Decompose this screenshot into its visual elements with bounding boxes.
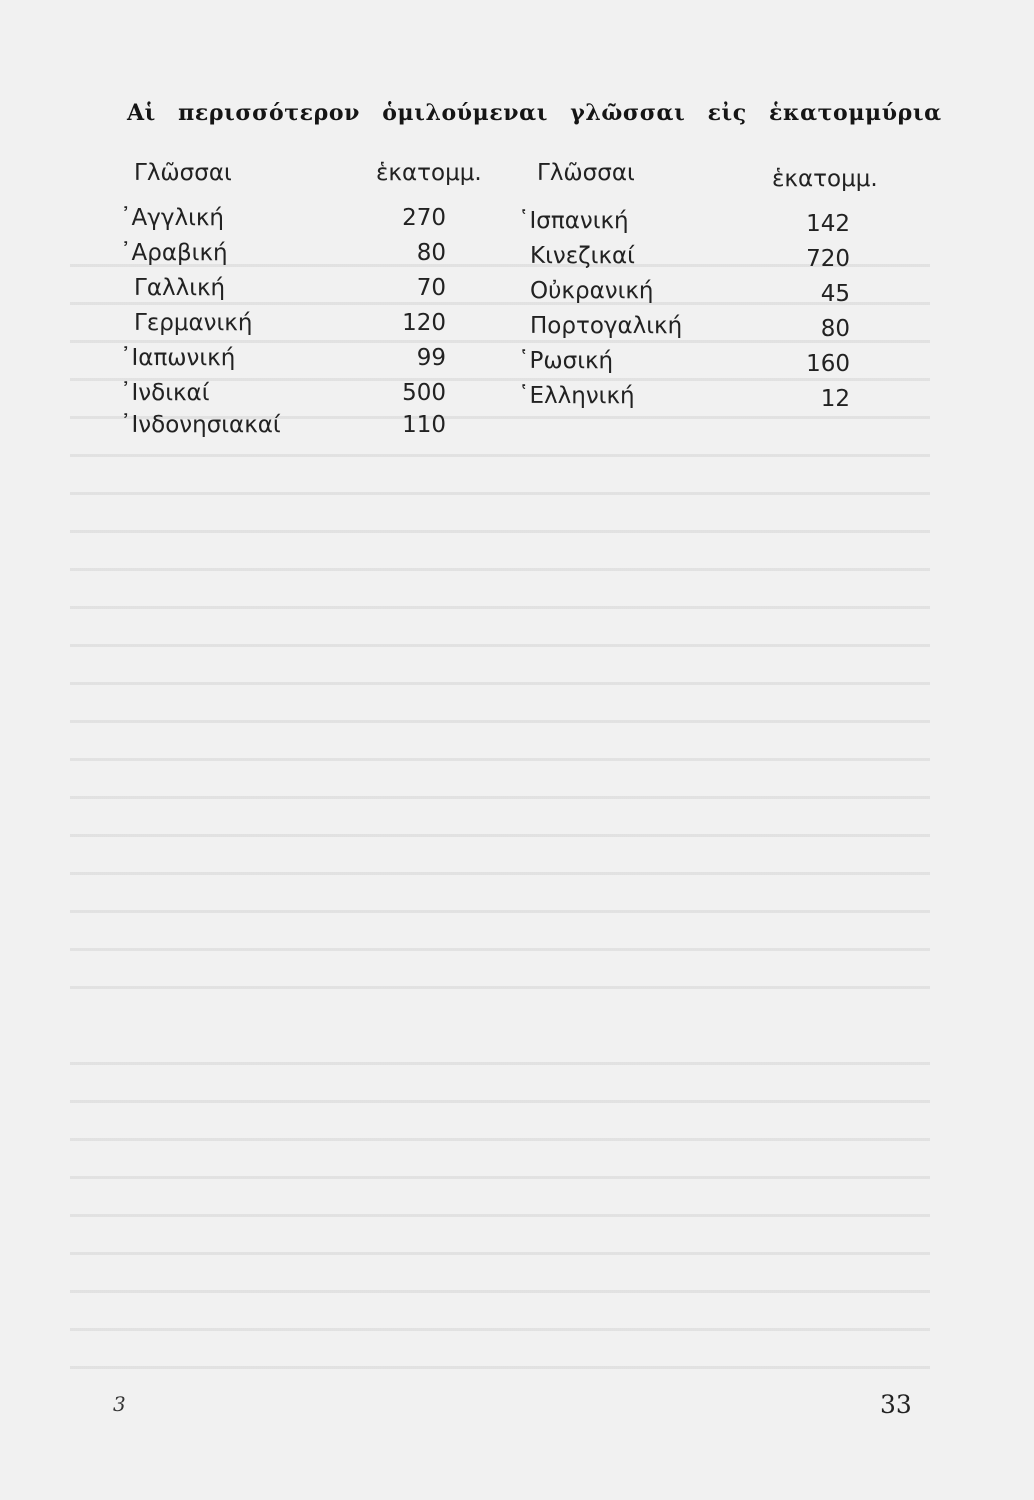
- left-row-4-language: Γερμανική: [134, 310, 253, 336]
- right-row-5-millions: 160: [806, 351, 850, 377]
- right-row-4-language: Πορτογαλική: [530, 313, 683, 339]
- left-row-1-millions: 270: [402, 205, 446, 231]
- left-row-6-language: ᾿Ινδικαί: [120, 380, 210, 406]
- header-language-right: Γλῶσσαι: [537, 160, 635, 186]
- header-millions-right: ἑκατομμ.: [772, 166, 878, 192]
- right-row-1-language: ῾Ισπανική: [518, 208, 629, 234]
- signature-mark: 3: [113, 1392, 126, 1416]
- left-row-7-millions: 110: [402, 412, 446, 438]
- left-row-5-millions: 99: [416, 345, 446, 371]
- left-row-3-millions: 70: [416, 275, 446, 301]
- right-row-3-millions: 45: [820, 281, 850, 307]
- right-row-2-millions: 720: [806, 246, 850, 272]
- left-row-3-language: Γαλλική: [134, 275, 226, 301]
- left-row-5-language: ᾿Ιαπωνική: [120, 345, 236, 371]
- left-row-2-millions: 80: [416, 240, 446, 266]
- right-row-6-language: ῾Ελληνική: [518, 383, 635, 409]
- right-row-1-millions: 142: [806, 211, 850, 237]
- right-row-2-language: Κινεζικαί: [530, 243, 635, 269]
- table-title: Αἱ περισσότερον ὁμιλούμεναι γλῶσσαι εἰς ἑκατομμύρια: [127, 100, 942, 126]
- page-number: 33: [880, 1390, 912, 1419]
- left-row-1-language: ᾿Αγγλική: [120, 205, 224, 231]
- header-language-left: Γλῶσσαι: [134, 160, 232, 186]
- header-millions-left: ἑκατομμ.: [376, 160, 482, 186]
- right-row-6-millions: 12: [820, 386, 850, 412]
- left-row-4-millions: 120: [402, 310, 446, 336]
- left-row-2-language: ᾿Αραβική: [120, 240, 228, 266]
- left-row-6-millions: 500: [402, 380, 446, 406]
- right-row-5-language: ῾Ρωσική: [518, 348, 614, 374]
- left-row-7-language: ᾿Ινδονησιακαί: [120, 412, 281, 438]
- right-row-3-language: Οὐκρανική: [530, 278, 654, 304]
- right-row-4-millions: 80: [820, 316, 850, 342]
